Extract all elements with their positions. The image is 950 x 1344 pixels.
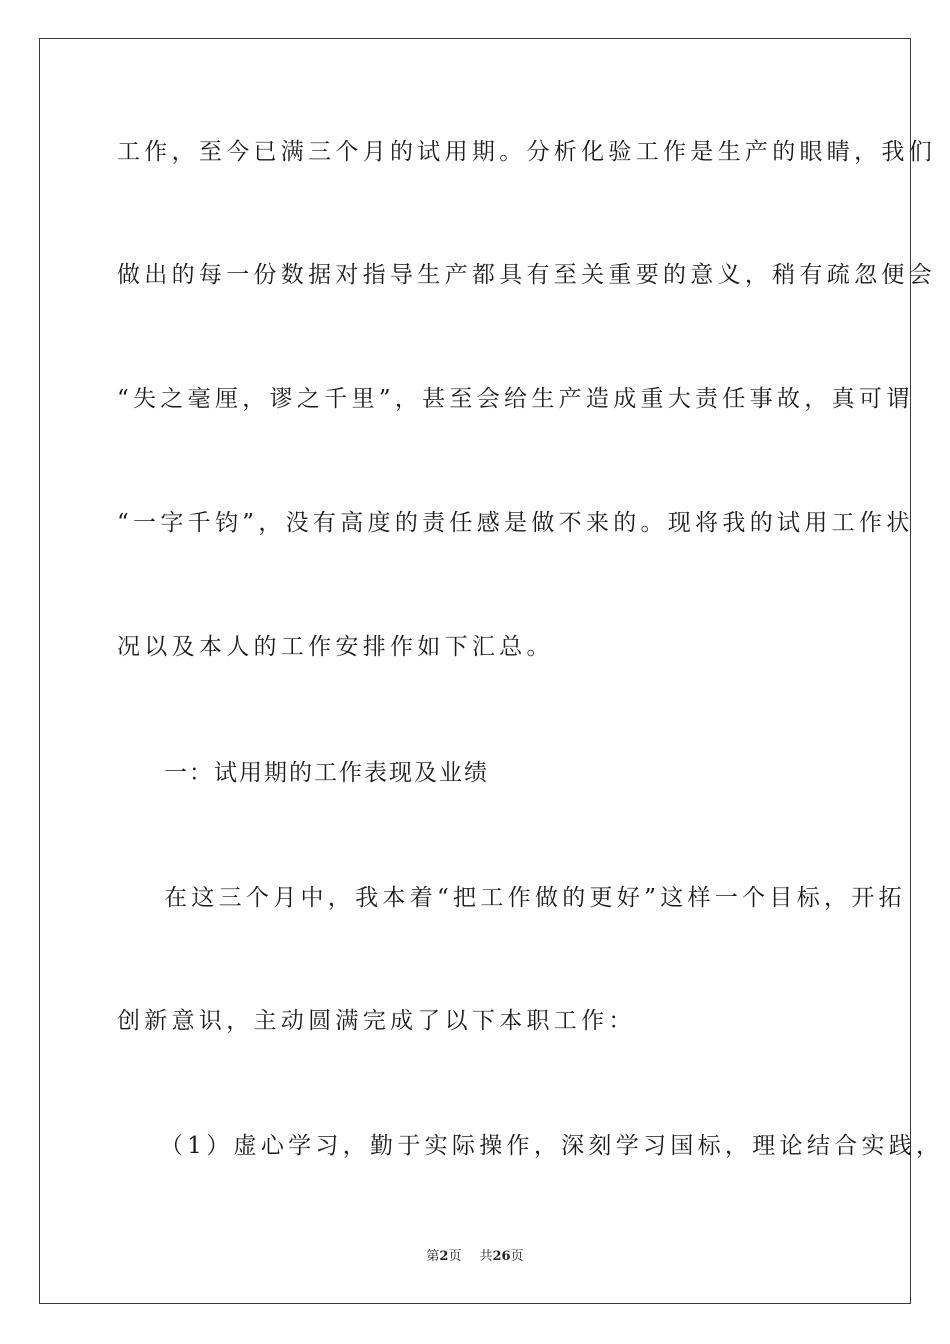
footer-page-suffix: 页 xyxy=(448,1249,462,1264)
footer-total-pages: 26 xyxy=(492,1249,511,1264)
body-line-7: 在这三个月中，我本着“把工作做的更好”这样一个目标，开拓 xyxy=(164,885,906,911)
body-line-9: （1）虚心学习，勤于实际操作，深刻学习国标，理论结合实践， xyxy=(160,1133,944,1159)
footer-page-prefix: 第 xyxy=(426,1249,440,1264)
body-line-4: “一字千钧”，没有高度的责任感是做不来的。现将我的试用工作状 xyxy=(117,510,914,536)
footer-page-number: 2 xyxy=(439,1249,449,1264)
body-line-1: 工作，至今已满三个月的试用期。分析化验工作是生产的眼睛，我们 xyxy=(117,139,936,165)
section-heading: 一：试用期的工作表现及业绩 xyxy=(164,760,489,786)
page-border xyxy=(39,38,911,1304)
page-footer xyxy=(0,1247,950,1267)
body-line-8: 创新意识，主动圆满完成了以下本职工作： xyxy=(117,1008,636,1034)
body-line-2: 做出的每一份数据对指导生产都具有至关重要的意义，稍有疏忽便会 xyxy=(117,262,936,288)
footer-total-prefix: 共 xyxy=(479,1249,493,1264)
body-line-3: “失之毫厘，谬之千里”，甚至会给生产造成重大责任事故，真可谓 xyxy=(117,386,914,412)
footer-total-suffix: 页 xyxy=(510,1249,524,1264)
body-line-5: 况以及本人的工作安排作如下汇总。 xyxy=(117,634,554,660)
